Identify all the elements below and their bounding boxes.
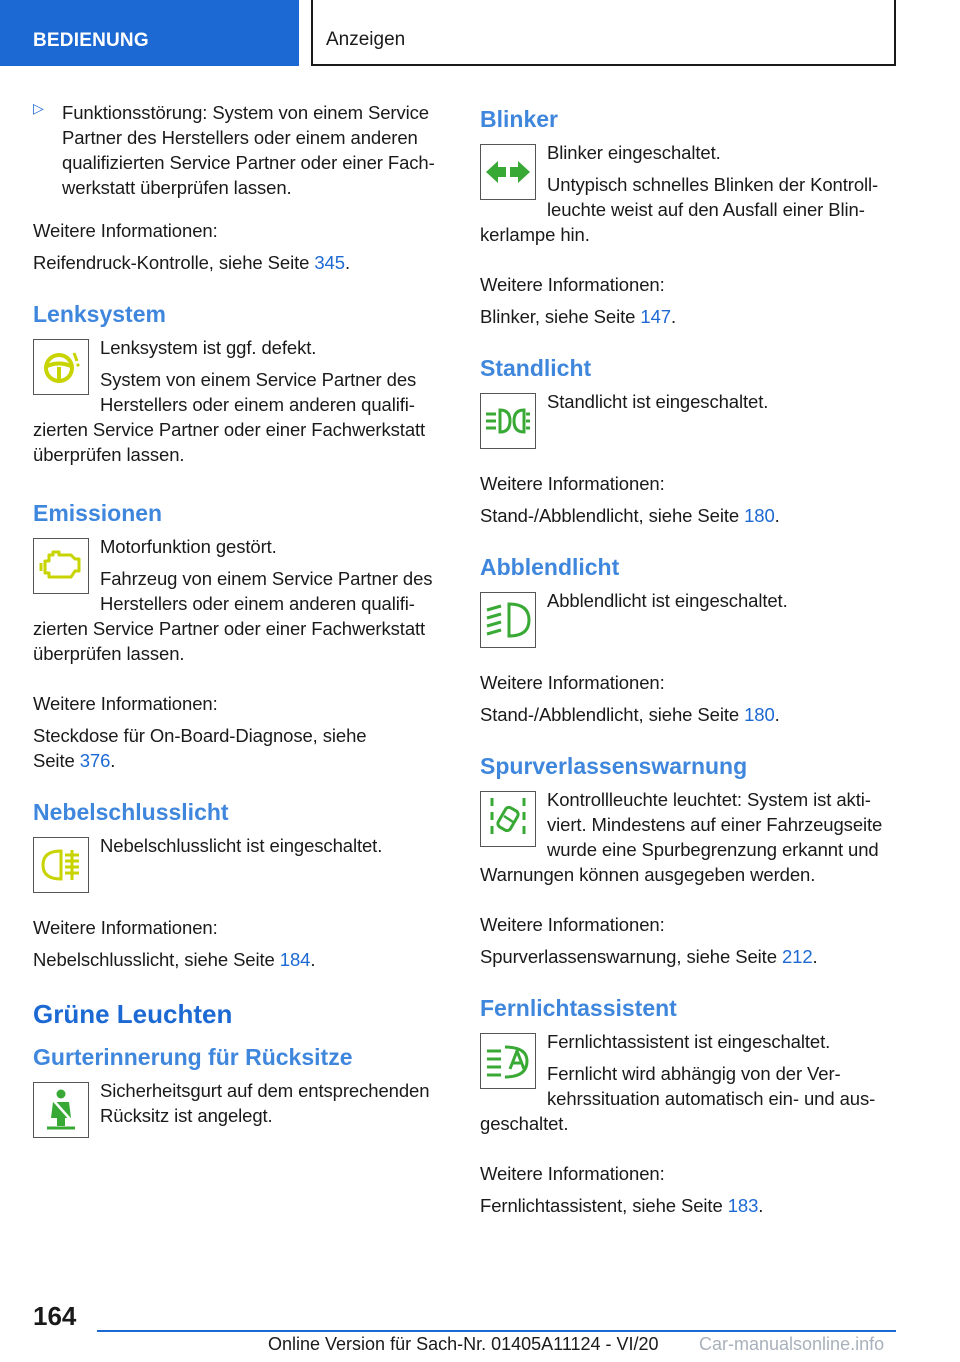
triangle-bullet-icon: ▷ [33, 100, 44, 116]
section-title-standlicht: Standlicht [480, 355, 592, 381]
left-column [33, 100, 448, 1160]
entry-text: Standlicht ist eingeschaltet. [547, 391, 769, 412]
reference-line: Blinker, siehe Seite 147. [480, 306, 677, 327]
high-beam-assistant-icon [480, 1033, 536, 1089]
entry-fernlichtassistent [480, 1029, 896, 1143]
parking-light-icon [480, 393, 536, 449]
entry-text: Abblendlicht ist eingeschaltet. [547, 590, 788, 611]
section-title-blinker: Blinker [480, 106, 558, 132]
bullet-text: Funktionsstörung: System von einem Service Partner des Herstellers oder einem anderen qualifizierten Service Partner oder einer Fach-werkstatt überprüfen lassen. [62, 102, 435, 198]
page-link[interactable]: 184 [279, 949, 311, 970]
right-column [480, 100, 896, 1225]
online-version-text: Online Version für Sach-Nr. 01405A11124 - VI/20 [268, 1334, 659, 1354]
more-info-label: Weitere Informationen: [480, 473, 665, 494]
entry-abblendlicht [480, 588, 896, 652]
section-title-emissionen: Emissionen [33, 500, 163, 526]
entry-gurterinnerung [33, 1078, 448, 1142]
page-link[interactable]: 147 [640, 306, 671, 327]
entry-text: Motorfunktion gestört. [100, 536, 277, 557]
watermark: Car-manualsonline.info [699, 1334, 885, 1354]
section-title-gurterinnerung: Gurterinnerung für Rücksitze [33, 1044, 353, 1070]
section-title-spurverlassenswarnung: Spurverlassenswarnung [480, 753, 748, 779]
chapter-header: Anzeigen [311, 0, 896, 66]
page-link[interactable]: 212 [781, 946, 813, 967]
footer-divider [97, 1330, 896, 1332]
reference-line: Stand-/Abblendlicht, siehe Seite 180. [480, 704, 780, 725]
section-title-gruene-leuchten: Grüne Leuchten [33, 999, 233, 1029]
section-title-abblendlicht: Abblendlicht [480, 554, 620, 580]
entry-text: Untypisch schnelles Blinken der Kontroll-leuchte weist auf den Ausfall einer Blin-kerlampe hin. [480, 174, 879, 245]
more-info-label: Weitere Informationen: [480, 914, 665, 935]
page-link[interactable]: 183 [727, 1195, 759, 1216]
reference-line: Reifendruck-Kontrolle, siehe Seite 345. [33, 252, 350, 273]
seatbelt-icon [33, 1082, 89, 1138]
rear-fog-light-icon [33, 837, 89, 893]
section-header: BEDIENUNG [0, 0, 299, 66]
more-info-label: Weitere Informationen: [480, 274, 665, 295]
more-info-label: Weitere Informationen: [33, 693, 218, 714]
entry-emissionen [33, 534, 448, 673]
entry-text: Fernlicht wird abhängig von der Ver-kehrssituation automatisch ein- und aus-geschaltet. [480, 1063, 876, 1134]
entry-text: Lenksystem ist ggf. defekt. [100, 337, 317, 358]
page-link[interactable]: 376 [79, 750, 111, 771]
reference-line: Fernlichtassistent, siehe Seite 183. [480, 1195, 764, 1216]
page-link[interactable]: 180 [744, 704, 775, 725]
section-title-fernlichtassistent: Fernlichtassistent [480, 995, 677, 1021]
entry-text: Nebelschlusslicht ist eingeschaltet. [100, 835, 383, 856]
reference-line: Nebelschlusslicht, siehe Seite 184. [33, 949, 316, 970]
entry-text: System von einem Service Partner des Herstellers oder einem anderen qualifi-zierten Service Partner oder einer Fachwerkstatt überprüfen lassen. [33, 369, 426, 465]
reference-line: Steckdose für On-Board-Diagnose, siehe Seite 376. [33, 725, 367, 771]
more-info-label: Weitere Informationen: [480, 672, 665, 693]
bullet-item [33, 100, 448, 200]
more-info-label: Weitere Informationen: [33, 220, 218, 241]
section-title-lenksystem: Lenksystem [33, 301, 166, 327]
entry-text: Blinker eingeschaltet. [547, 142, 721, 163]
section-title-nebelschlusslicht: Nebelschlusslicht [33, 799, 229, 825]
more-info-label: Weitere Informationen: [480, 1163, 665, 1184]
entry-blinker [480, 140, 896, 254]
entry-lenksystem [33, 335, 448, 474]
page-number: 164 [33, 1301, 77, 1331]
entry-standlicht [480, 389, 896, 453]
steering-warning-icon [33, 339, 89, 395]
lane-departure-icon [480, 791, 536, 847]
more-info-label: Weitere Informationen: [33, 917, 218, 938]
entry-text: Fahrzeug von einem Service Partner des Herstellers oder einem anderen qualifi-zierten Service Partner oder einer Fachwerkstatt überprüfen lassen. [33, 568, 433, 664]
entry-text: Fernlichtassistent ist eingeschaltet. [547, 1031, 831, 1052]
entry-text: Sicherheitsgurt auf dem entsprechenden Rücksitz ist angelegt. [100, 1080, 430, 1126]
reference-line: Spurverlassenswarnung, siehe Seite 212. [480, 946, 818, 967]
page-link[interactable]: 345 [314, 252, 345, 273]
page-link[interactable]: 180 [744, 505, 775, 526]
engine-warning-icon [33, 538, 89, 594]
entry-nebelschlusslicht [33, 833, 448, 897]
entry-spurverlassenswarnung [480, 787, 896, 894]
low-beam-icon [480, 592, 536, 648]
turn-signal-icon [480, 144, 536, 200]
entry-text: Kontrollleuchte leuchtet: System ist akti-viert. Mindestens auf einer Fahrzeugseite wurde eine Spurbegrenzung erkannt und Warnungen können ausgegeben werden. [480, 789, 883, 885]
reference-line: Stand-/Abblendlicht, siehe Seite 180. [480, 505, 780, 526]
